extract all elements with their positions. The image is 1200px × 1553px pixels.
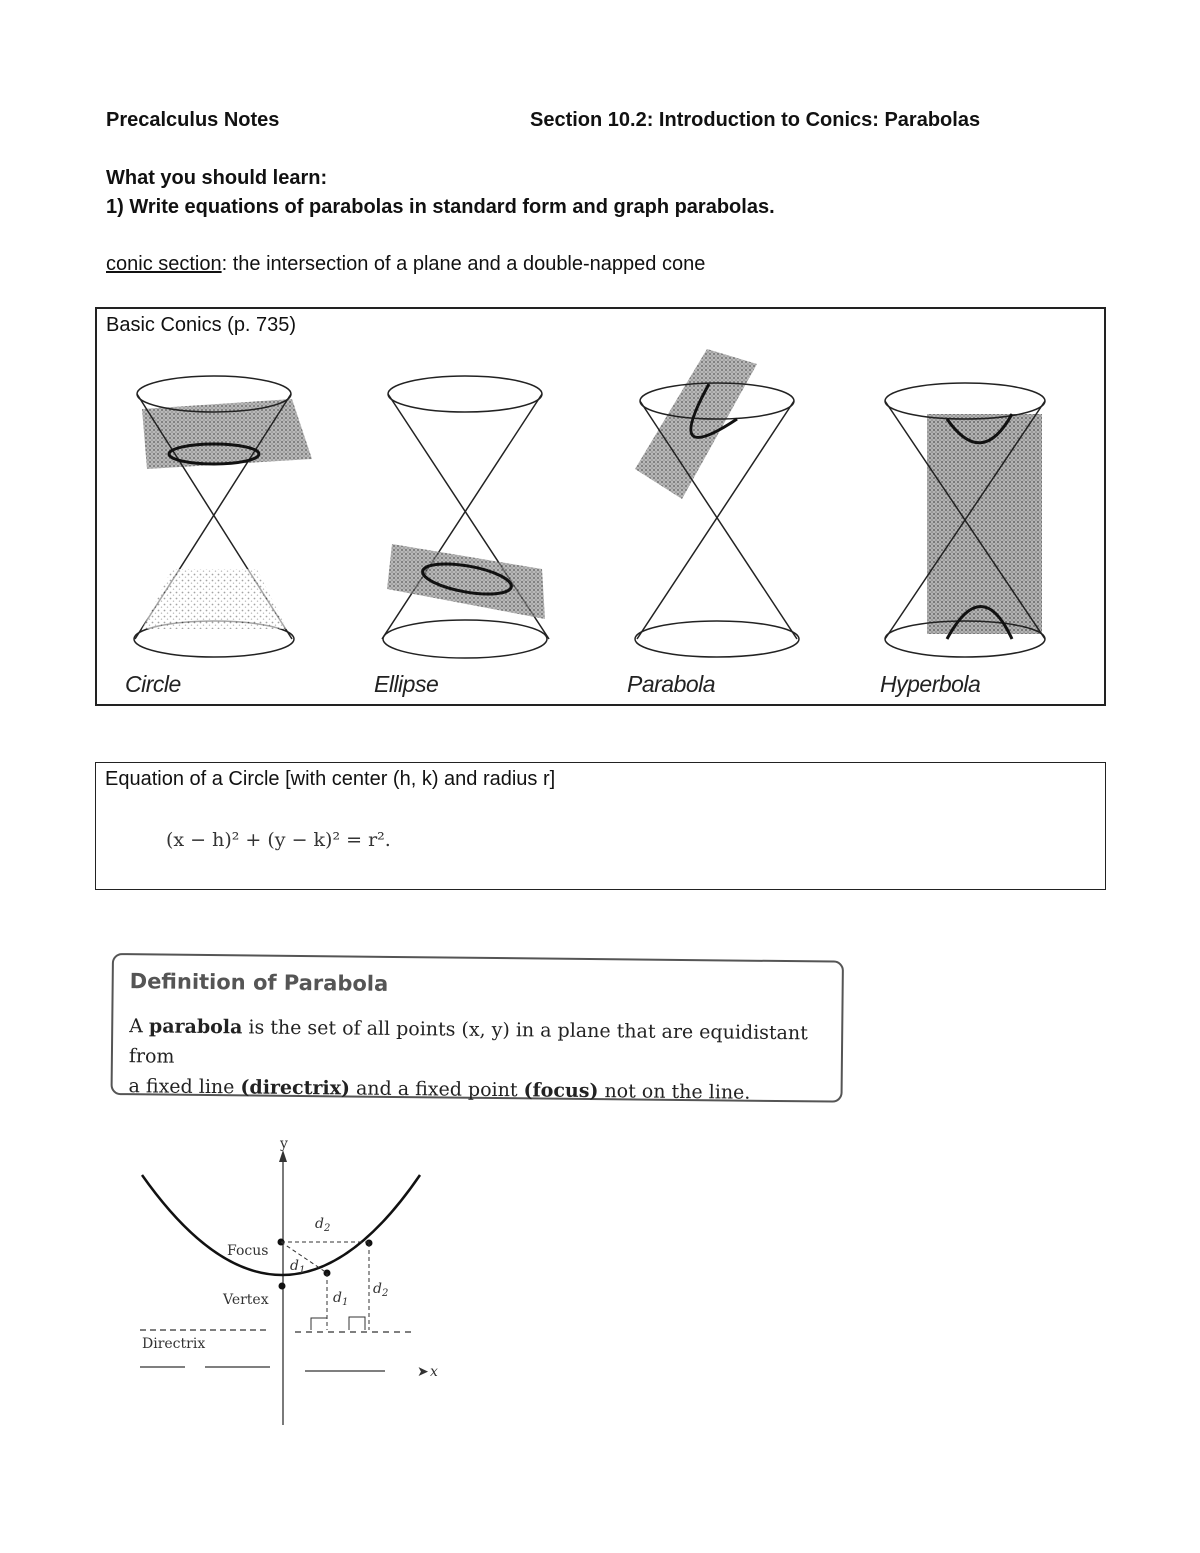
basic-conics-title: Basic Conics (p. 735) [106, 314, 297, 336]
d2-label: $d_2$ [315, 1216, 331, 1234]
conics-illustration [97, 309, 1104, 704]
def-text-part: not on the line. [598, 1080, 751, 1104]
def-text-part: is the set of all points (x, y) in a plane that are equidistant from [128, 1016, 808, 1068]
y-axis-label: y [280, 1140, 288, 1152]
circle-equation-formula: (x − h)² + (y − k)² = r². [166, 829, 391, 851]
hyperbola-cone [885, 383, 1045, 657]
circle-equation-box [95, 762, 1106, 890]
d1-label: $d_1$ [290, 1258, 306, 1276]
right-angle-mark [311, 1318, 327, 1330]
parabola-definition-text [128, 1011, 829, 1108]
ellipse-plane [387, 544, 545, 619]
circle-plane [142, 399, 312, 469]
def-text-part: a fixed line [128, 1075, 241, 1099]
parabola-curve [142, 1175, 420, 1275]
d2-label: $d_2$ [373, 1281, 389, 1299]
parabola-graph [130, 1140, 460, 1440]
parabola-definition-box [111, 953, 844, 1103]
circle-equation-title: Equation of a Circle [with center (h, k) and radius r] [105, 768, 556, 790]
parabola-definition-title: Definition of Parabola [129, 969, 389, 996]
course-title: Precalculus Notes [106, 109, 280, 131]
vertex-point [279, 1283, 286, 1290]
x-axis-arrow-icon: ➤ [417, 1364, 429, 1380]
def-text-part: A [129, 1015, 150, 1038]
circle-cone [134, 376, 312, 657]
basic-conics-box [95, 307, 1106, 706]
term-directrix: (directrix) [240, 1076, 351, 1100]
label-ellipse: Ellipse [374, 671, 439, 697]
learn-item-1: 1) Write equations of parabolas in standard form and graph parabolas. [106, 196, 775, 218]
label-hyperbola: Hyperbola [880, 671, 981, 697]
parabola-cone [635, 349, 799, 657]
x-axis-label: x [430, 1364, 438, 1380]
conic-section-text: : the intersection of a plane and a double-napped cone [221, 253, 706, 275]
hyperbola-plane [927, 414, 1042, 634]
vertex-label: Vertex [223, 1292, 269, 1308]
focus-label: Focus [227, 1243, 269, 1259]
label-parabola: Parabola [627, 671, 716, 697]
directrix-label: Directrix [142, 1336, 206, 1352]
def-text-part: and a fixed point [349, 1077, 524, 1102]
conic-section-definition [106, 253, 705, 276]
learn-heading: What you should learn: [106, 167, 328, 189]
term-parabola: parabola [148, 1015, 243, 1039]
section-title: Section 10.2: Introduction to Conics: Parabolas [530, 109, 981, 131]
d1-label: $d_1$ [333, 1290, 349, 1308]
conic-section-term: conic section [106, 253, 222, 275]
right-angle-mark [349, 1317, 365, 1330]
parabola-plane [635, 349, 757, 499]
ellipse-cone [382, 376, 549, 658]
label-circle: Circle [125, 671, 181, 697]
term-focus: (focus) [523, 1079, 599, 1103]
